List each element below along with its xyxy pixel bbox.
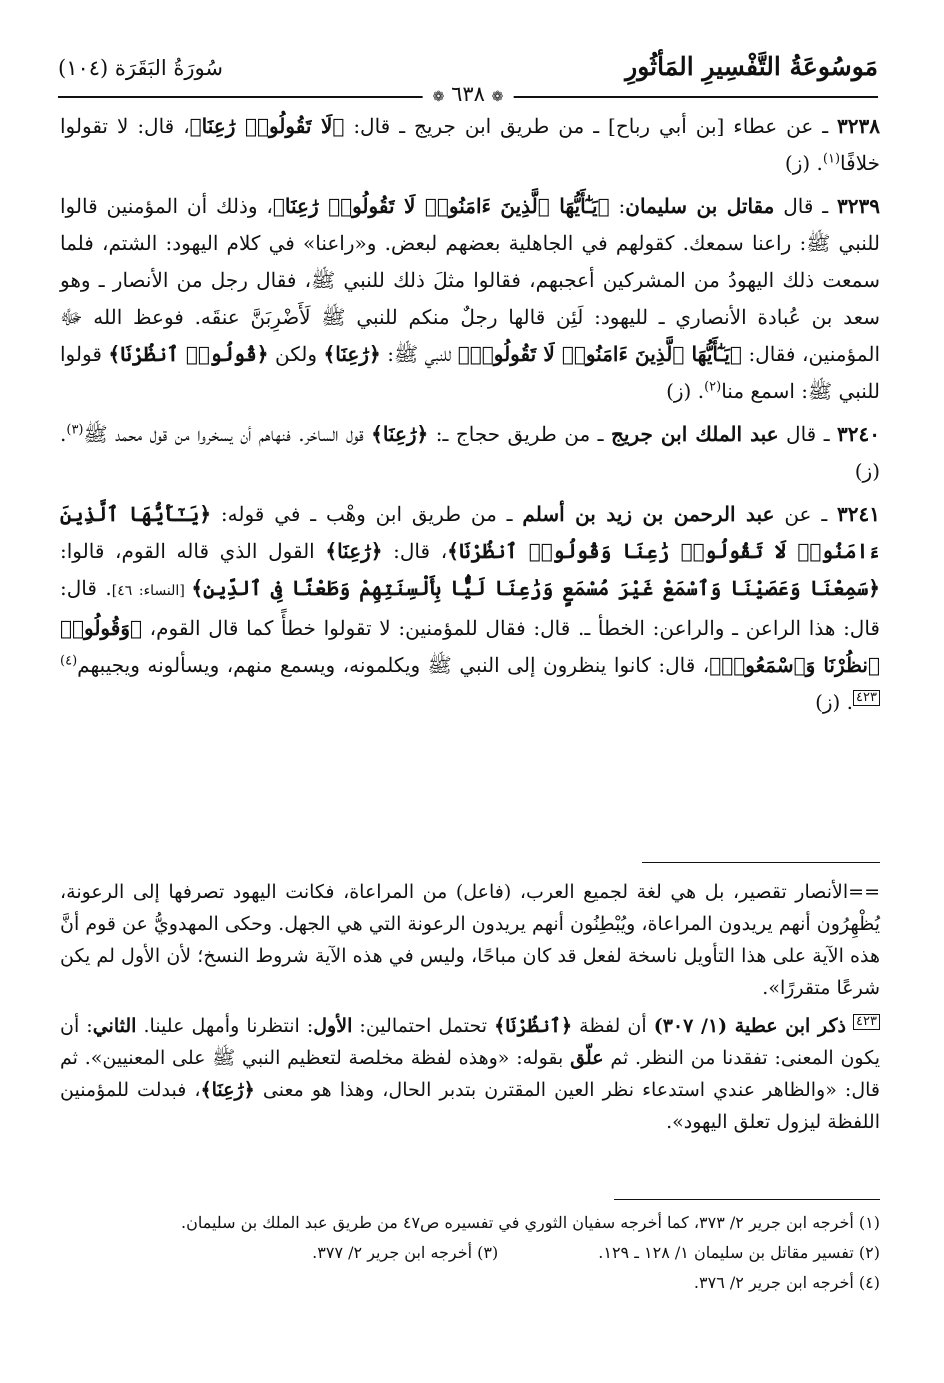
narration-entry bbox=[60, 108, 880, 182]
text-run: : bbox=[609, 194, 626, 218]
commentary-paragraph bbox=[60, 1010, 880, 1138]
text-run: ـ عن bbox=[774, 502, 838, 526]
text-run: ==الأنصار تقصير، بل هي لغة لجميع العرب، (فاعل) من المراعاة، فكانت اليهود تصرفها إلى الرعونة، يُظْهِرُون أنهم يريدون المراعاة، ويُبْطِنُون أنهم يريدون الرعونة التي هي الجهل. وحكى المهدويُّ عن قوم أنَّ هذه الآية على هذا التأويل ناسخة لفعل قد كان مباحًا، وليس في هذه الآية شروط النسخ؛ لأن الأول لم يكن شرعًا متقررًا». bbox=[60, 881, 880, 999]
text-run: . قال: قال: هذا الراعن ـ والراعن: الخطأ ـ. قال: فقال للمؤمنين: لا تقولوا خطأً كما قال القوم، bbox=[60, 576, 880, 640]
quran-quote: ﴿لَا تَقُولُوا۟ رَٰعِنَا﴾ bbox=[189, 114, 345, 138]
ornament-icon: ❁ bbox=[432, 89, 445, 105]
footnotes bbox=[60, 1208, 880, 1298]
text-run bbox=[846, 1015, 853, 1037]
quran-quote: ﴿يَـٰٓأَيُّهَا ٱلَّذِينَ ءَامَنُوا۟ لَا تَقُولُوا۟﴾ bbox=[457, 342, 742, 366]
text-run: ، فبدلت للمؤمنين اللفظة ليزول تعلق اليهود». bbox=[60, 1079, 880, 1133]
main-text bbox=[60, 108, 880, 721]
footnote-2: (٢) تفسير مقاتل بن سليمان ١/ ١٢٨ ـ ١٢٩. bbox=[598, 1243, 880, 1262]
text-run: . (ز) bbox=[666, 379, 705, 403]
attribution-name: عبد الرحمن بن زيد بن أسلم bbox=[522, 502, 775, 526]
entry-number: ٣٢٣٩ bbox=[837, 194, 880, 218]
attribution-name: علّق bbox=[570, 1047, 604, 1069]
page-number: ٦٣٨ bbox=[451, 82, 485, 106]
text-run: ، وذلك أن المؤمنين قالوا للنبي ﷺ: راعنا سمعك. كقولهم في الجاهلية بعضهم لبعض. و«راعنا» في كلام اليهود: الشتم، فلما سمعت ذلك اليهودُ من المشركين أعجبهم، فقالوا مثلَ ذلك للنبي ﷺ، فقال رجل من الأنصار ـ وهو سعد بن عُبادة الأنصاري ـ لليهود: لَئِن قالها رجلٌ منكم للنبي ﷺ لَأَضْرِبَنَّ عنقَه. فوعظ الله ﷻ المؤمنين، فقال: bbox=[60, 194, 881, 366]
quran-quote: ﴿ٱنظُرْنَا﴾ bbox=[494, 1015, 573, 1037]
text-run: ، قال: لا تقولوا خلافًا bbox=[60, 114, 880, 175]
quran-quote: ﴿رَٰعِنَا﴾ bbox=[325, 539, 383, 563]
quran-quote: ﴿يَـٰٓأَيُّهَا ٱلَّذِينَ ءَامَنُوا۟ لَا تَقُولُوا۟ رَٰعِنَا وَقُولُوا۟ ٱنظُرْنَا﴾ bbox=[60, 502, 881, 563]
footnote-row bbox=[60, 1238, 880, 1268]
text-run: ، قال: كانوا ينظرون إلى النبي ﷺ ويكلمونه، ويسمع منهم، ويسألونه ويجيبهم bbox=[77, 653, 710, 677]
ornament-icon: ❁ bbox=[491, 89, 504, 105]
text-run: ـ قال bbox=[774, 194, 838, 218]
quran-quote: ﴿رَٰعِنَا﴾ bbox=[200, 1079, 255, 1101]
footnote-marker: (٤) bbox=[60, 653, 78, 669]
text-run: ، قال: bbox=[382, 539, 448, 563]
text-run: ـ عن عطاء [بن أبي رباح] ـ من طريق ابن جريج ـ قال: bbox=[344, 114, 838, 138]
narration-entry bbox=[60, 416, 880, 490]
text-run: . (ز) bbox=[60, 422, 880, 483]
text-run: تحتمل احتمالين: bbox=[352, 1015, 495, 1037]
quran-quote: ﴿رَٰعِنَا﴾ bbox=[323, 342, 381, 366]
entry-number: ٣٢٤٠ bbox=[837, 422, 880, 446]
text-run: ـ من طريق حجاج ـ: bbox=[428, 422, 611, 446]
text-run: ـ قال bbox=[778, 422, 838, 446]
page-number-block bbox=[423, 82, 514, 106]
book-title: مَوسُوعَةُ التَّفْسِيرِ المَأثُورِ bbox=[625, 52, 878, 81]
commentary-notes bbox=[60, 876, 880, 1138]
quran-quote: ﴿سَمِعْنَا وَعَصَيْنَا وَٱسْمَعْ غَيْرَ مُسْمَعٍ وَرَٰعِنَا لَيًّۢا بِأَلْسِنَتِهِمْ وَطَعْنًا فِى ٱلدِّينِ﴾ bbox=[191, 576, 881, 600]
text-run: . (ز) bbox=[815, 690, 854, 714]
quran-quote: ﴿قُولُوا۟ ٱنظُرْنَا﴾ bbox=[108, 342, 269, 366]
attribution-name: عبد الملك ابن جريج bbox=[610, 422, 779, 446]
note-reference-box: ٤٢٣ bbox=[853, 690, 880, 706]
footnote-3: (٣) أخرجه ابن جرير ٢/ ٣٧٧. bbox=[312, 1243, 499, 1262]
entry-number: ٣٢٤١ bbox=[837, 502, 880, 526]
text-run: قول الساخر. فنهاهم أن يسخروا من قول محمد ﷺ bbox=[83, 422, 372, 446]
footnote-marker: (٢) bbox=[704, 379, 722, 395]
text-run: قولوا للنبي ﷺ: اسمع منا bbox=[60, 342, 880, 403]
notes-divider bbox=[642, 862, 880, 863]
narration-entry bbox=[60, 496, 880, 721]
text-run: ولكن bbox=[268, 342, 324, 366]
footnote-1: (١) أخرجه ابن جرير ٢/ ٣٧٣، كما أخرجه سفيان الثوري في تفسيره ص٤٧ من طريق عبد الملك بن سليمان. bbox=[180, 1213, 880, 1232]
footnote-marker: (٣) bbox=[66, 422, 84, 438]
quran-quote: ﴿وَقُولُوا۟ ٱنظُرْنَا وَٱسْمَعُوا۟﴾ bbox=[60, 616, 880, 677]
text-run: للنبي ﷺ: bbox=[380, 342, 458, 366]
text-run: أن لفظة bbox=[572, 1015, 654, 1037]
quran-quote: ﴿يَـٰٓأَيُّهَا ٱلَّذِينَ ءَامَنُوا۟ لَا تَقُولُوا۟ رَٰعِنَا﴾ bbox=[272, 194, 610, 218]
quran-quote: ﴿رَٰعِنَا﴾ bbox=[371, 422, 429, 446]
footnote-marker: (١) bbox=[822, 151, 841, 167]
citation: [النساء: ٤٦] bbox=[111, 583, 192, 599]
text-run: . (ز) bbox=[784, 151, 823, 175]
commentary-paragraph bbox=[60, 876, 880, 1004]
attribution-name: الأول bbox=[313, 1015, 353, 1037]
text-run: القول الذي قاله القوم، قالوا: bbox=[60, 539, 326, 563]
text-run: : أن يكون المعنى: تفقدنا من النظر. ثم bbox=[60, 1015, 880, 1069]
note-reference-box: ٤٢٣ bbox=[853, 1014, 880, 1030]
page-header bbox=[58, 52, 878, 106]
entry-number: ٣٢٣٨ bbox=[837, 114, 880, 138]
text-run: بقوله: «وهذه لفظة مخلصة لتعظيم النبي ﷺ على المعنيين». ثم قال: «والظاهر عندي استدعاء نظر العين المقترن بتدبر الحال، وهذا هو معنى bbox=[60, 1047, 880, 1101]
attribution-name: ذكر ابن عطية (١/ ٣٠٧) bbox=[653, 1015, 846, 1037]
text-run: ـ من طريق ابن وهْب ـ في قوله: bbox=[211, 502, 523, 526]
surah-reference: سُورَةُ البَقَرَة (١٠٤) bbox=[58, 56, 223, 80]
text-run: : انتظرنا وأمهل علينا. bbox=[136, 1015, 314, 1037]
narration-entry bbox=[60, 188, 880, 410]
attribution-name: الثاني bbox=[92, 1015, 137, 1037]
footnote-4: (٤) أخرجه ابن جرير ٢/ ٣٧٦. bbox=[693, 1273, 880, 1292]
attribution-name: مقاتل بن سليمان bbox=[625, 194, 775, 218]
footnotes-divider bbox=[614, 1199, 880, 1200]
